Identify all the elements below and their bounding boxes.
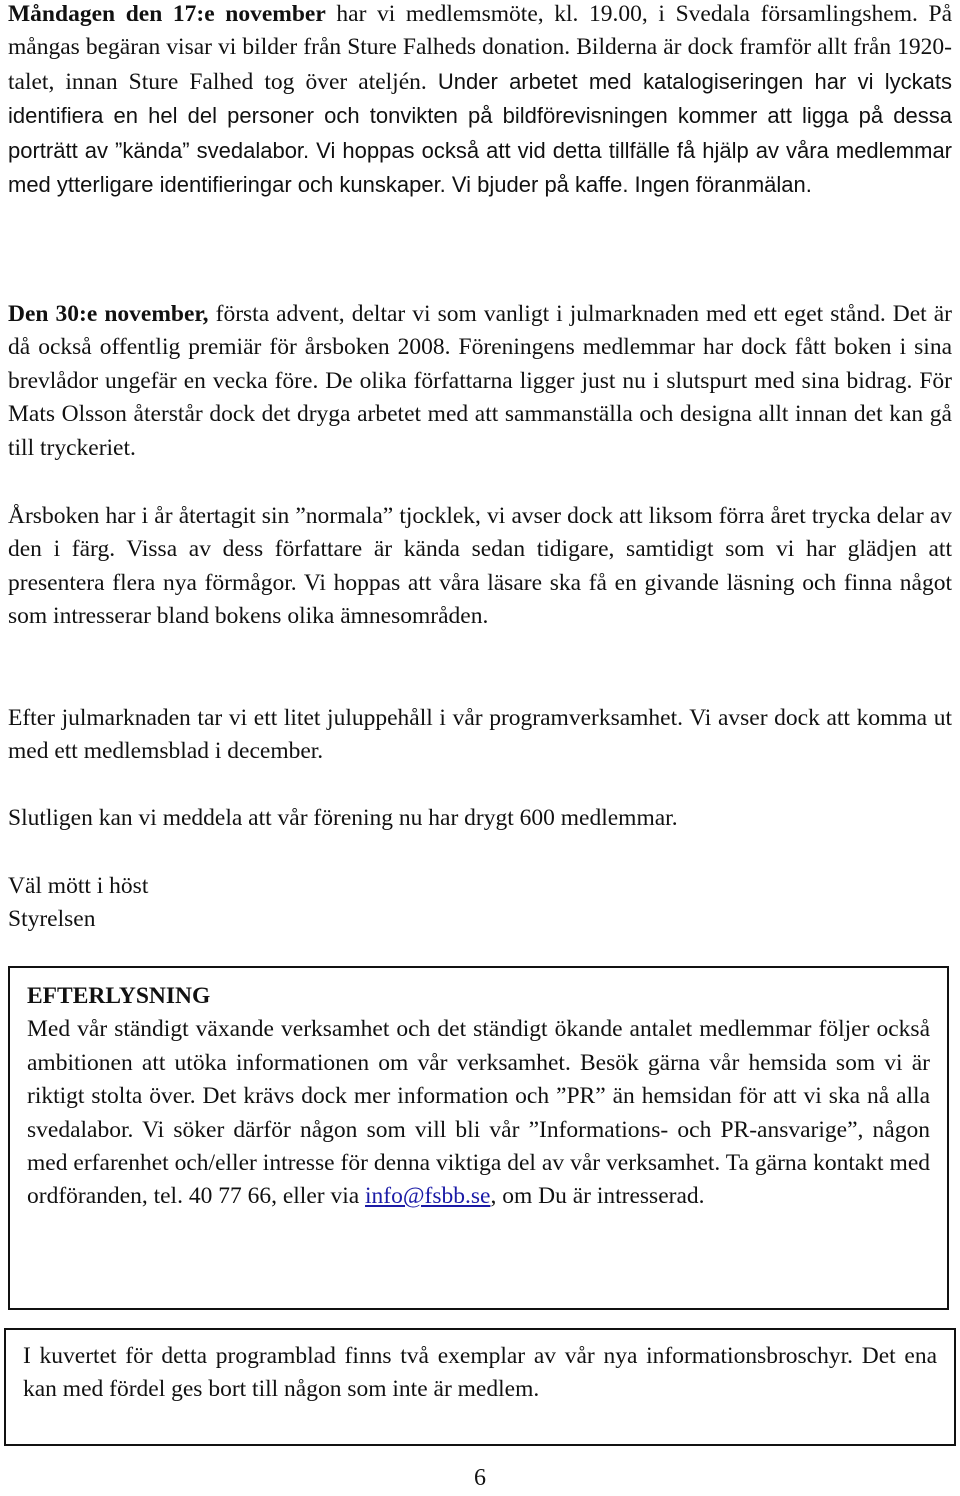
market-lead: Den 30:e november, [8,301,209,327]
meeting-details: Under arbetet med katalogiseringen har vi lyckats identifiera en hel del personer och tonvikten på bildförevisningen kommer att ligga på dessa porträtt av ”kända” svedalabor. Vi hoppas också att vid detta tillfälle få hjälp av våra medlemmar med ytterligare identifieringar och kunskaper. Vi bjuder på kaffe. Ingen föranmälan. [8,68,952,198]
break-paragraph: Efter julmarknaden tar vi ett litet juluppehåll i vår programverksamhet. Vi avser dock att komma ut med ett medlemsblad i december. [8,705,952,765]
wanted-body: Med vår ständigt växande verksamhet och det ständigt ökande antalet medlemmar följer också ambitionen att utöka informationen om vår verksamhet. Besök gärna vår hemsida som vi är riktigt stolta över. Det krävs dock mer information och ”PR” än hemsidan för att vi ska nå alla svedalabor. Vi söker därför någon som vill bli vår ”Informations- och PR-ansvarige”, någon med erfarenhet och/eller intresse för denna viktiga del av vår verksamhet. Ta gärna kontakt med ordföranden, tel. 40 77 66, eller via [27,1016,930,1210]
meeting-text: har vi medlemsmöte, kl. 19.00, i Svedala församlingshem. På mångas begäran visar vi bilder från Sture Falheds donation. Bilderna är dock framför allt från 1920-talet, innan Sture Falhed tog över ateljén. [8,1,953,95]
envelope-text: I kuvertet för detta programblad finns två exemplar av vår nya informationsbroschyr. Det ena kan med fördel ges bort till någon som inte är medlem. [23,1343,937,1403]
yearbook-paragraph: Årsboken har i år återtagit sin ”normala” tjocklek, vi avser dock att liksom förra året trycka delar av den i färg. Vissa av dess författare är kända sedan tidigare, samtidigt som vi har glädjen att presentera flera nya förmågor. Vi hoppas att våra läsare ska få en givande läsning och finna något som intresserar bland bokens olika ämnesområden. [8,503,952,630]
page-number: 6 [474,1465,486,1491]
signoff-signature: Styrelsen [8,906,96,933]
signoff [8,870,952,937]
market-paragraph [8,298,952,465]
email-link[interactable]: info@fsbb.se [365,1183,491,1210]
wanted-text [27,1013,930,1213]
meeting-paragraph [8,0,952,202]
signoff-greeting: Väl mött i höst [8,873,149,899]
wanted-body-end: , om Du är intresserad. [490,1183,705,1210]
envelope-box [4,1328,956,1446]
market-text: första advent, deltar vi som vanligt i julmarknaden med ett eget stånd. Det är då också offentlig premiär för årsboken 2008. Föreningens medlemmar har dock fått boken i sina brevlådor ungefär en vecka före. De olika författarna ligger just nu i slutspurt med sina bidrag. För Mats Olsson återstår dock det dryga arbetet med att sammanställa och designa allt innan det kan gå till tryckeriet. [8,301,952,461]
wanted-heading: EFTERLYSNING [27,983,211,1009]
meeting-lead: Måndagen den 17:e november [8,1,326,27]
wanted-box [8,966,949,1310]
members-paragraph: Slutligen kan vi meddela att vår förening nu har drygt 600 medlemmar. [8,805,678,831]
